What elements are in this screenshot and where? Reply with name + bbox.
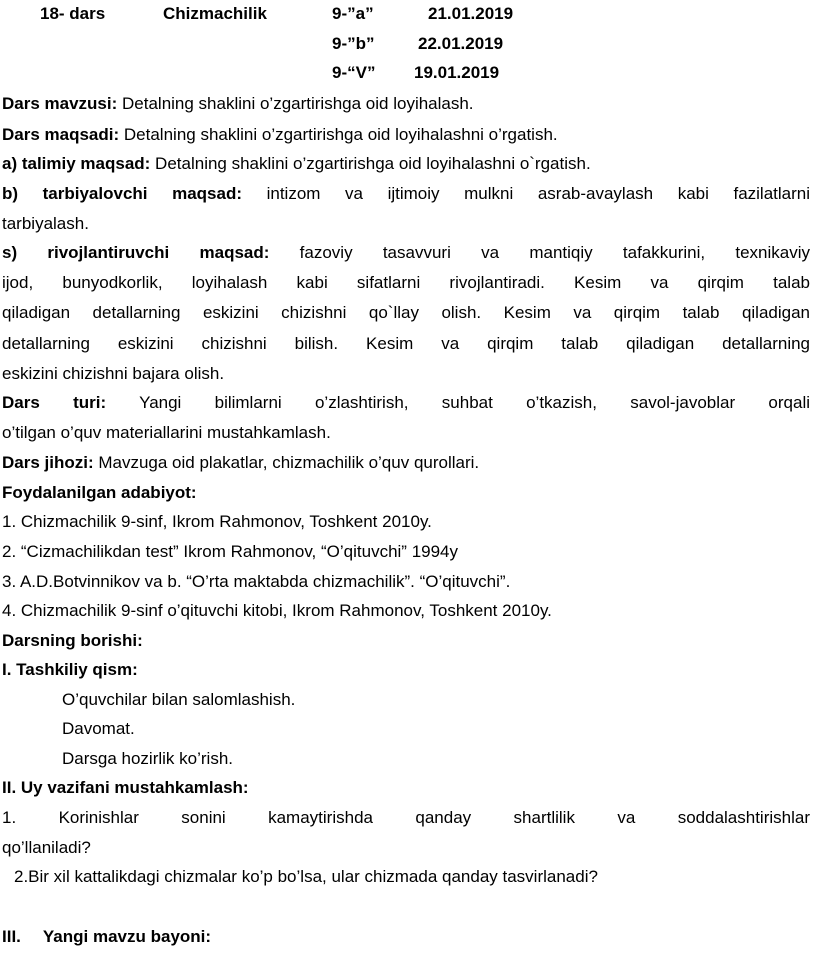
topic-text: Detalning shaklini o’zgartirishga oid loyihalash. [117, 94, 474, 113]
equipment-label: Dars jihozi: [2, 453, 94, 472]
goal-s-line-5: eskizini chizishni bajara olish. [2, 364, 225, 383]
class-date: 21.01.2019 [428, 4, 514, 23]
goal-b-label: b) tarbiyalovchi maqsad: [2, 184, 243, 203]
goal-b-text: intizom va ijtimoiy mulkni asrab-avaylash kabi fazilatlarni [242, 184, 811, 203]
class-label: 9-”a” [332, 4, 374, 23]
literature-item: 3. A.D.Botvinnikov va b. “O’rta maktabda chizmachilik”. “O’qituvchi”. [2, 572, 511, 591]
class-label: 9-”b” [332, 34, 375, 53]
class-label: 9-“V” [332, 63, 376, 82]
goal-line [2, 124, 810, 146]
literature-heading: Foydalanilgan adabiyot: [2, 483, 197, 502]
part2-question-2: 2.Bir xil kattalikdagi chizmalar ko’p bo’lsa, ular chizmada qanday tasvirlanadi? [14, 867, 598, 886]
header-row-3 [0, 63, 816, 87]
topic-label: Dars mavzusi: [2, 94, 118, 113]
subject: Chizmachilik [163, 4, 267, 23]
part1-heading: I. Tashkiliy qism: [2, 660, 138, 679]
part1-item: Darsga hozirlik ko’rish. [62, 749, 233, 768]
goal-text: Detalning shaklini o’zgartirishga oid loyihalashni o’rgatish. [119, 125, 558, 144]
part2-question-1-line-2: qo’llaniladi? [2, 838, 91, 857]
goal-s-line-3: qiladigan detallarning eskizini chizishni qo`llay olish. Kesim va qirqim talab qiladigan [2, 303, 810, 322]
class-date: 19.01.2019 [414, 63, 500, 82]
type-line-1 [2, 392, 810, 414]
literature-item: 1. Chizmachilik 9-sinf, Ikrom Rahmonov, Toshkent 2010y. [2, 512, 432, 531]
type-line-2: o’tilgan o’quv materiallarini mustahkamlash. [2, 423, 331, 442]
literature-item: 4. Chizmachilik 9-sinf o’qituvchi kitobi, Ikrom Rahmonov, Toshkent 2010y. [2, 601, 552, 620]
procedure-heading: Darsning borishi: [2, 631, 143, 650]
goal-b-line-2: tarbiyalash. [2, 214, 89, 233]
goal-s-line-2: ijod, bunyodkorlik, loyihalash kabi sifatlarni rivojlantiradi. Kesim va qirqim talab [2, 273, 810, 292]
literature-item: 2. “Cizmachilikdan test” Ikrom Rahmonov, “O’qituvchi” 1994y [2, 542, 459, 561]
part2-question-1-line-1: 1. Korinishlar sonini kamaytirishda qanday shartlilik va soddalashtirishlar [2, 808, 810, 827]
header-row-1 [0, 4, 816, 28]
type-label: Dars turi: [2, 393, 107, 412]
class-date: 22.01.2019 [418, 34, 504, 53]
topic-line [2, 93, 810, 115]
goal-a-line [2, 153, 810, 175]
goal-s-label: s) rivojlantiruvchi maqsad: [2, 243, 270, 262]
goal-s-line-4: detallarning eskizini chizishni bilish. Kesim va qirqim talab qiladigan detallarning [2, 334, 810, 353]
type-text: Yangi bilimlarni o’zlashtirish, suhbat o’tkazish, savol-javoblar orqali [106, 393, 810, 412]
goal-a-text: Detalning shaklini o’zgartirishga oid loyihalashni o`rgatish. [150, 154, 591, 173]
goal-s-line-1 [2, 242, 810, 264]
part2-heading: II. Uy vazifani mustahkamlash: [2, 778, 249, 797]
part1-item: O’quvchilar bilan salomlashish. [62, 690, 296, 709]
part3-title: Yangi mavzu bayoni: [42, 927, 212, 946]
goal-a-label: a) talimiy maqsad: [2, 154, 151, 173]
equipment-text: Mavzuga oid plakatlar, chizmachilik o’quv qurollari. [93, 453, 480, 472]
lesson-number: 18- dars [40, 4, 106, 23]
goal-s-text: fazoviy tasavvuri va mantiqiy tafakkurini, texnikaviy [269, 243, 810, 262]
part3-heading [2, 926, 810, 948]
goal-label: Dars maqsadi: [2, 125, 120, 144]
part1-item: Davomat. [62, 719, 135, 738]
equipment-line [2, 452, 810, 474]
part3-number: III. [2, 927, 21, 946]
header-row-2 [0, 34, 816, 58]
goal-b-line-1 [2, 183, 810, 205]
